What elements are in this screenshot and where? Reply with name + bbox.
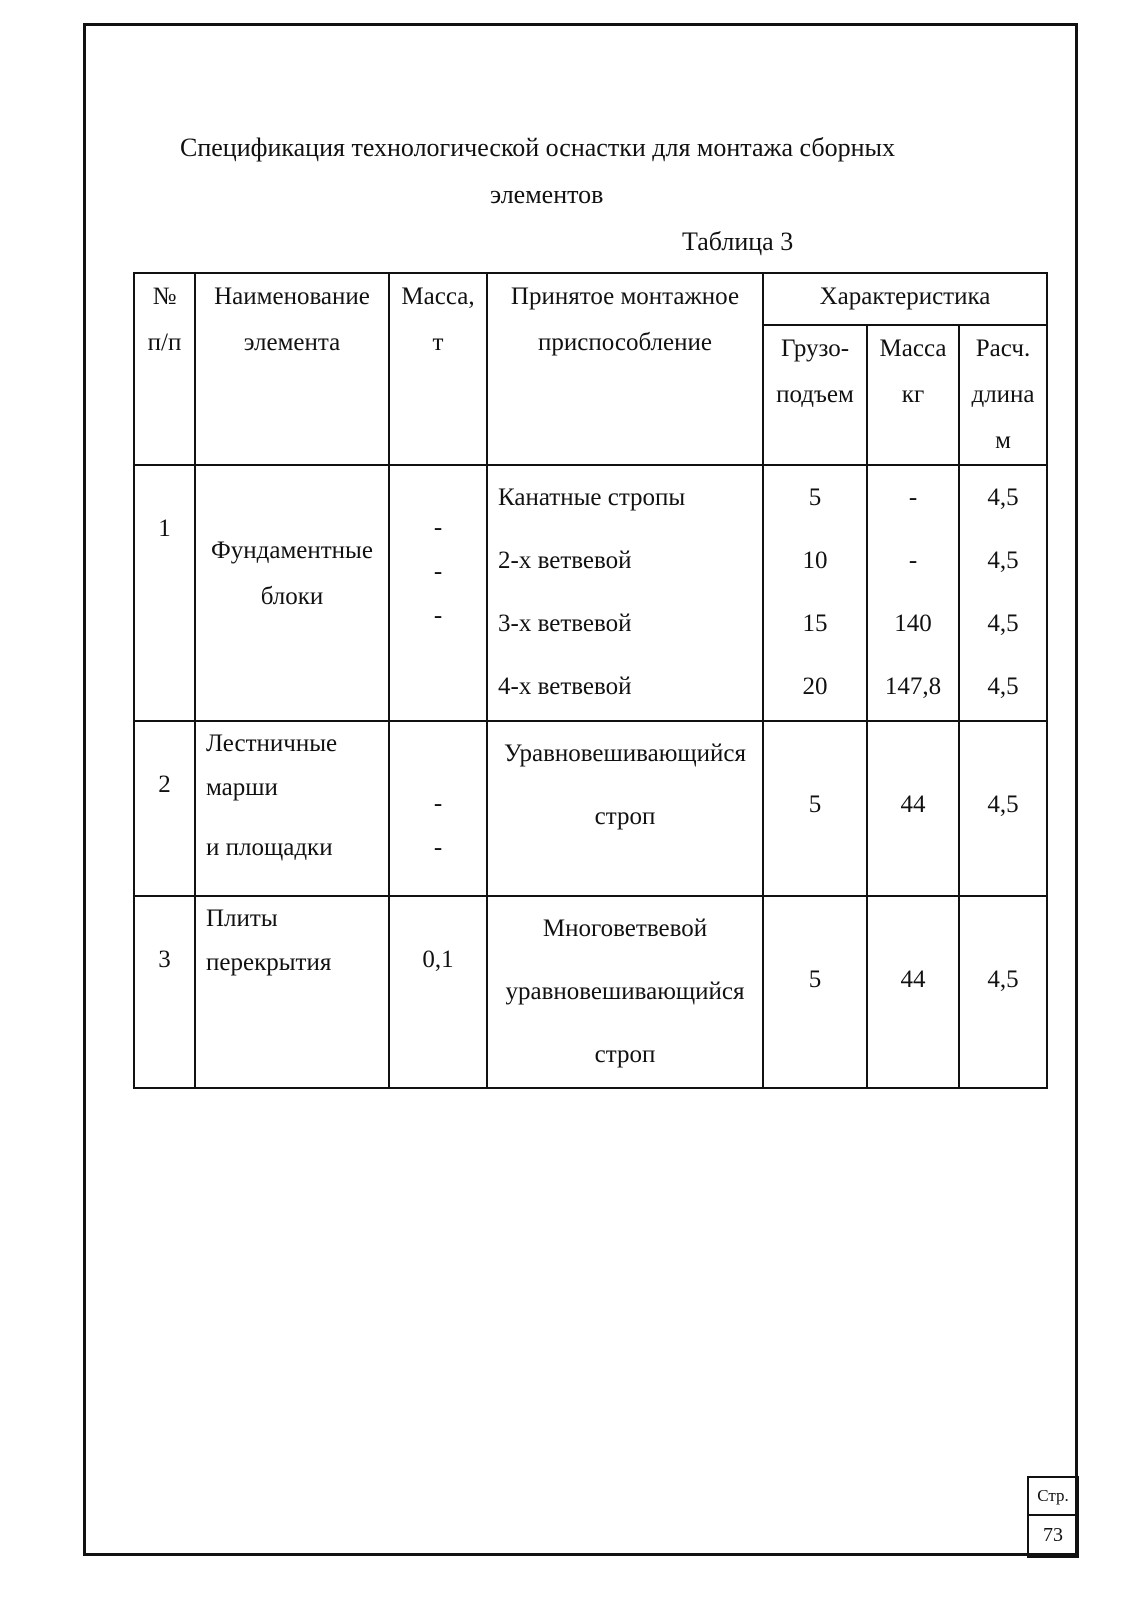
row-device-line: 2-х ветвевой — [498, 547, 632, 574]
row-capacity: 5 — [763, 721, 867, 896]
row-num-value: 2 — [158, 771, 171, 798]
row-mass-line: - — [433, 834, 443, 861]
header-num-line: № — [152, 283, 177, 310]
row-num-value: 1 — [158, 515, 171, 542]
row-device-line: Уравновешивающийся — [503, 740, 747, 767]
row-mass-kg-line: - — [908, 484, 918, 511]
header-mass-line: т — [432, 329, 444, 356]
header-device — [487, 273, 763, 465]
document-title-line-1: Спецификация технологической оснастки для монтажа сборных — [180, 133, 895, 162]
header-length-line: длина — [971, 381, 1035, 408]
row-name-line: марши — [206, 774, 278, 801]
row-name-line: Фундаментные — [211, 537, 373, 564]
row-name — [195, 721, 389, 896]
table-row — [134, 721, 1047, 896]
row-capacity-line: 15 — [802, 610, 828, 637]
header-num — [134, 273, 195, 465]
page-stamp-label: Стр. — [1027, 1476, 1079, 1516]
row-device-line: Канатные стропы — [498, 484, 686, 511]
row-num — [134, 721, 195, 896]
row-mass — [389, 465, 487, 721]
header-length — [959, 325, 1047, 465]
row-length-line: 4,5 — [987, 610, 1019, 637]
header-capacity-line: подъем — [776, 381, 854, 408]
header-capacity — [763, 325, 867, 465]
row-mass — [389, 721, 487, 896]
row-name — [195, 465, 389, 721]
header-mass-kg-line: кг — [901, 381, 925, 408]
row-name-line: Плиты — [206, 905, 278, 932]
table-row — [134, 465, 1047, 721]
row-capacity: 5 — [763, 896, 867, 1088]
row-device — [487, 721, 763, 896]
row-device — [487, 896, 763, 1088]
row-length: 4,5 — [959, 721, 1047, 896]
row-capacity-line: 20 — [802, 673, 828, 700]
header-num-line: п/п — [147, 329, 182, 356]
row-length-line: 4,5 — [987, 484, 1019, 511]
row-mass-kg-line: - — [908, 547, 918, 574]
row-mass: 0,1 — [389, 896, 487, 1088]
row-mass-kg-line: 147,8 — [884, 673, 942, 700]
row-length: 4,5 — [959, 896, 1047, 1088]
row-capacity-line: 10 — [802, 547, 828, 574]
row-name-line: и площадки — [206, 834, 333, 861]
header-characteristics: Характеристика — [763, 273, 1047, 325]
row-mass-line: - — [433, 790, 443, 817]
row-mass-kg — [867, 465, 959, 721]
header-mass-kg — [867, 325, 959, 465]
document-title-line-2: элементов — [490, 180, 604, 209]
row-device — [487, 465, 763, 721]
header-mass-kg-line: Масса — [879, 335, 947, 362]
header-name — [195, 273, 389, 465]
header-name-line: Наименование — [214, 283, 370, 310]
table-row — [134, 896, 1047, 1088]
row-name-line: Лестничные — [206, 730, 338, 757]
header-device-line: приспособление — [538, 329, 712, 356]
row-mass-kg: 44 — [867, 721, 959, 896]
row-num-value: 3 — [158, 946, 171, 973]
row-num — [134, 896, 195, 1088]
row-mass-kg-line: 140 — [894, 610, 932, 637]
row-device-line: строп — [594, 1041, 656, 1068]
row-mass-kg: 44 — [867, 896, 959, 1088]
row-capacity-line: 5 — [808, 484, 822, 511]
row-capacity — [763, 465, 867, 721]
header-device-line: Принятое монтажное — [510, 283, 740, 310]
table-label: Таблица 3 — [682, 227, 794, 256]
row-name-line: перекрытия — [206, 949, 332, 976]
header-mass-line: Масса, — [401, 283, 475, 310]
row-length-line: 4,5 — [987, 673, 1019, 700]
header-length-line: Расч. — [975, 335, 1031, 362]
row-device-line: Многоветвевой — [542, 915, 708, 942]
header-capacity-line: Грузо- — [780, 335, 850, 362]
row-mass-line: - — [433, 514, 443, 541]
row-length-line: 4,5 — [987, 547, 1019, 574]
header-length-line: м — [995, 427, 1011, 454]
row-device-line: уравновешивающийся — [505, 978, 745, 1005]
row-length — [959, 465, 1047, 721]
row-device-line: 3-х ветвевой — [498, 610, 632, 637]
row-num — [134, 465, 195, 721]
header-name-line: элемента — [243, 329, 341, 356]
row-mass-line: - — [433, 558, 443, 585]
specification-table — [133, 272, 1048, 1089]
row-device-line: строп — [594, 803, 656, 830]
header-mass — [389, 273, 487, 465]
row-name — [195, 896, 389, 1088]
row-device-line: 4-х ветвевой — [498, 673, 632, 700]
row-name-line: блоки — [260, 583, 324, 610]
row-mass-line: - — [433, 602, 443, 629]
page-number: 73 — [1027, 1516, 1079, 1558]
